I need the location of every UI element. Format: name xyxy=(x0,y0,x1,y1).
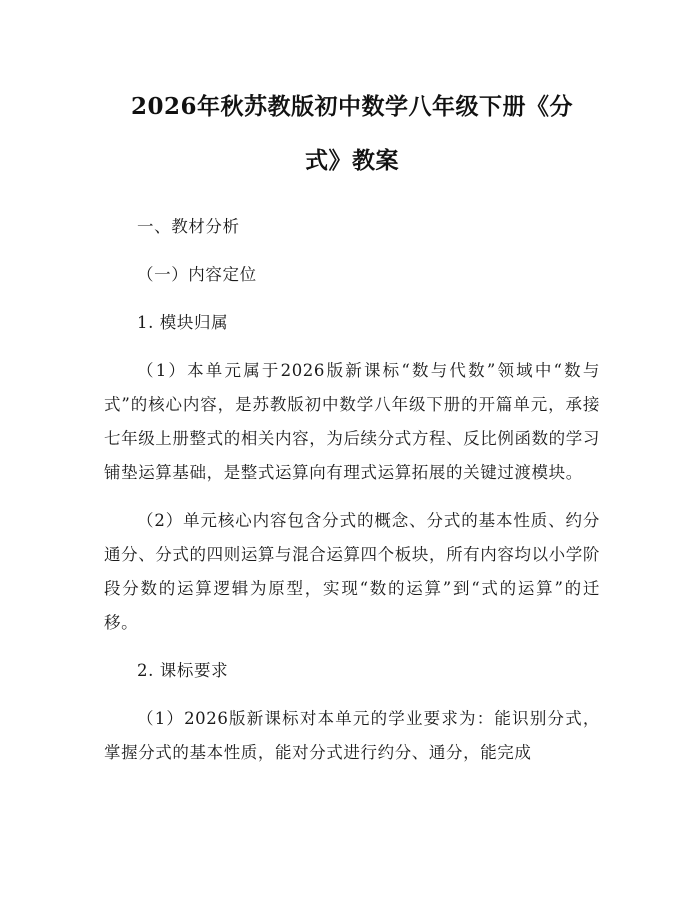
paragraph-module-affiliation-2: （2）单元核心内容包含分式的概念、分式的基本性质、约分通分、分式的四则运算与混合运算四个板块，所有内容均以小学阶段分数的运算逻辑为原型，实现“数的运算”到“式的运算”的迁移。 xyxy=(104,511,600,632)
document-title xyxy=(104,80,600,188)
title-line-2: 式》教案 xyxy=(305,147,399,174)
title-line-1: 2026年秋苏教版初中数学八年级下册《分 xyxy=(130,93,573,120)
item-heading-curriculum-requirements: 2. 课标要求 xyxy=(137,661,229,680)
paragraph-curriculum-requirements-1: （1）2026版新课标对本单元的学业要求为：能识别分式，掌握分式的基本性质，能对分式进行约分、通分，能完成 xyxy=(104,709,600,762)
section-heading-textbook-analysis: 一、教材分析 xyxy=(137,217,240,236)
item-heading-module-affiliation: 1. 模块归属 xyxy=(137,313,229,332)
document-body xyxy=(104,210,600,770)
paragraph-module-affiliation-1: （1）本单元属于2026版新课标“数与代数”领域中“数与式”的核心内容，是苏教版初中数学八年级下册的开篇单元，承接七年级上册整式的相关内容，为后续分式方程、反比例函数的学习铺垫运算基础，是整式运算向有理式运算拓展的关键过渡模块。 xyxy=(104,361,600,482)
subsection-heading-content-positioning: （一）内容定位 xyxy=(137,265,257,284)
